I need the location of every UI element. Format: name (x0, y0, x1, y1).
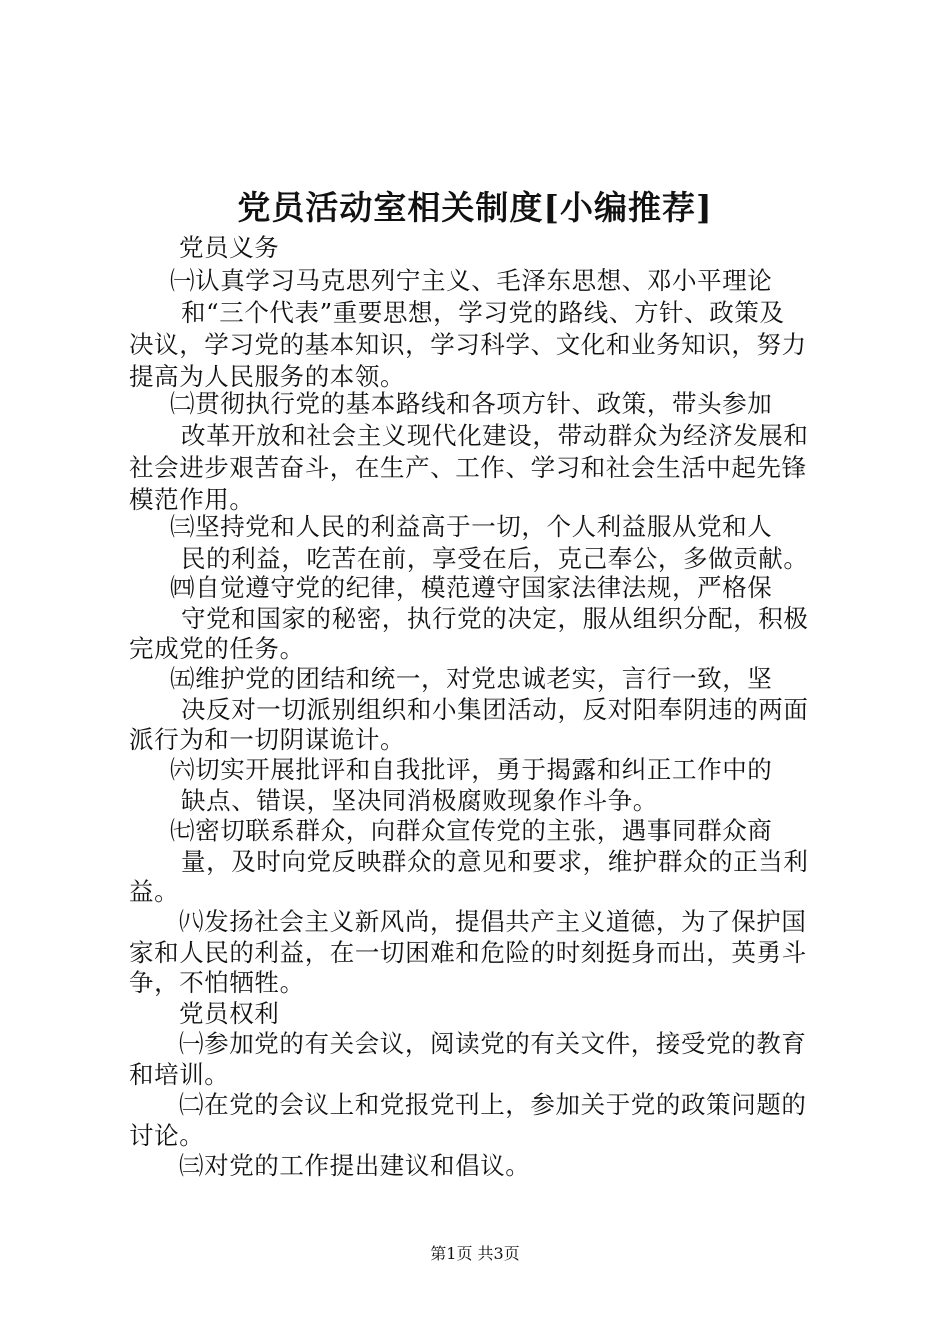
text-line: 益。 (129, 877, 180, 906)
text-line: 缺点、错误，坚决同消极腐败现象作斗争。 (181, 786, 658, 815)
text-line: 社会进步艰苦奋斗，在生产、工作、学习和社会生活中起先锋 (129, 453, 807, 482)
text-line: 量，及时向党反映群众的意见和要求，维护群众的正当利 (181, 847, 809, 876)
text-line: 党员义务 (179, 233, 280, 262)
text-line: 讨论。 (129, 1121, 205, 1150)
text-line: 派行为和一切阴谋诡计。 (129, 725, 406, 754)
text-line: ㈣自觉遵守党的纪律，模范遵守国家法律法规，严格保 (170, 573, 773, 602)
text-line: ㈠参加党的有关会议，阅读党的有关文件，接受党的教育 (179, 1029, 807, 1058)
text-line: 和“三个代表”重要思想，学习党的路线、方针、政策及 (181, 298, 785, 327)
text-line: 民的利益，吃苦在前，享受在后，克己奉公，多做贡献。 (181, 544, 809, 573)
text-line: 改革开放和社会主义现代化建设，带动群众为经济发展和 (181, 421, 809, 450)
text-line: ㈤维护党的团结和统一，对党忠诚老实，言行一致，坚 (170, 664, 773, 693)
text-line: 模范作用。 (129, 485, 255, 514)
text-line: 守党和国家的秘密，执行党的决定，服从组织分配，积极 (181, 604, 809, 633)
text-line: 提高为人民服务的本领。 (129, 362, 406, 391)
page-footer: 第1页 共3页 (430, 1244, 520, 1263)
text-line: 争，不怕牺牲。 (129, 968, 305, 997)
text-line: ㈡在党的会议上和党报党刊上，参加关于党的政策问题的 (179, 1090, 807, 1119)
text-line: ㈢对党的工作提出建议和倡议。 (179, 1151, 531, 1180)
text-line: ㈠认真学习马克思列宁主义、毛泽东思想、邓小平理论 (170, 266, 773, 295)
text-line: 完成党的任务。 (129, 634, 305, 663)
document-title: 党员活动室相关制度[小编推荐] (237, 188, 713, 227)
text-line: 和培训。 (129, 1060, 230, 1089)
text-line: 决反对一切派别组织和小集团活动，反对阳奉阴违的两面 (181, 695, 809, 724)
text-line: ㈢坚持党和人民的利益高于一切，个人利益服从党和人 (170, 512, 773, 541)
text-line: ㈥切实开展批评和自我批评，勇于揭露和纠正工作中的 (170, 755, 773, 784)
text-line: 家和人民的利益，在一切困难和危险的时刻挺身而出，英勇斗 (129, 938, 807, 967)
text-line: 决议，学习党的基本知识，学习科学、文化和业务知识，努力 (129, 330, 807, 359)
text-line: ㈧发扬社会主义新风尚，提倡共产主义道德，为了保护国 (179, 907, 807, 936)
text-line: 党员权利 (179, 999, 280, 1028)
text-line: ㈡贯彻执行党的基本路线和各项方针、政策，带头参加 (170, 389, 773, 418)
text-line: ㈦密切联系群众，向群众宣传党的主张，遇事同群众商 (170, 816, 773, 845)
